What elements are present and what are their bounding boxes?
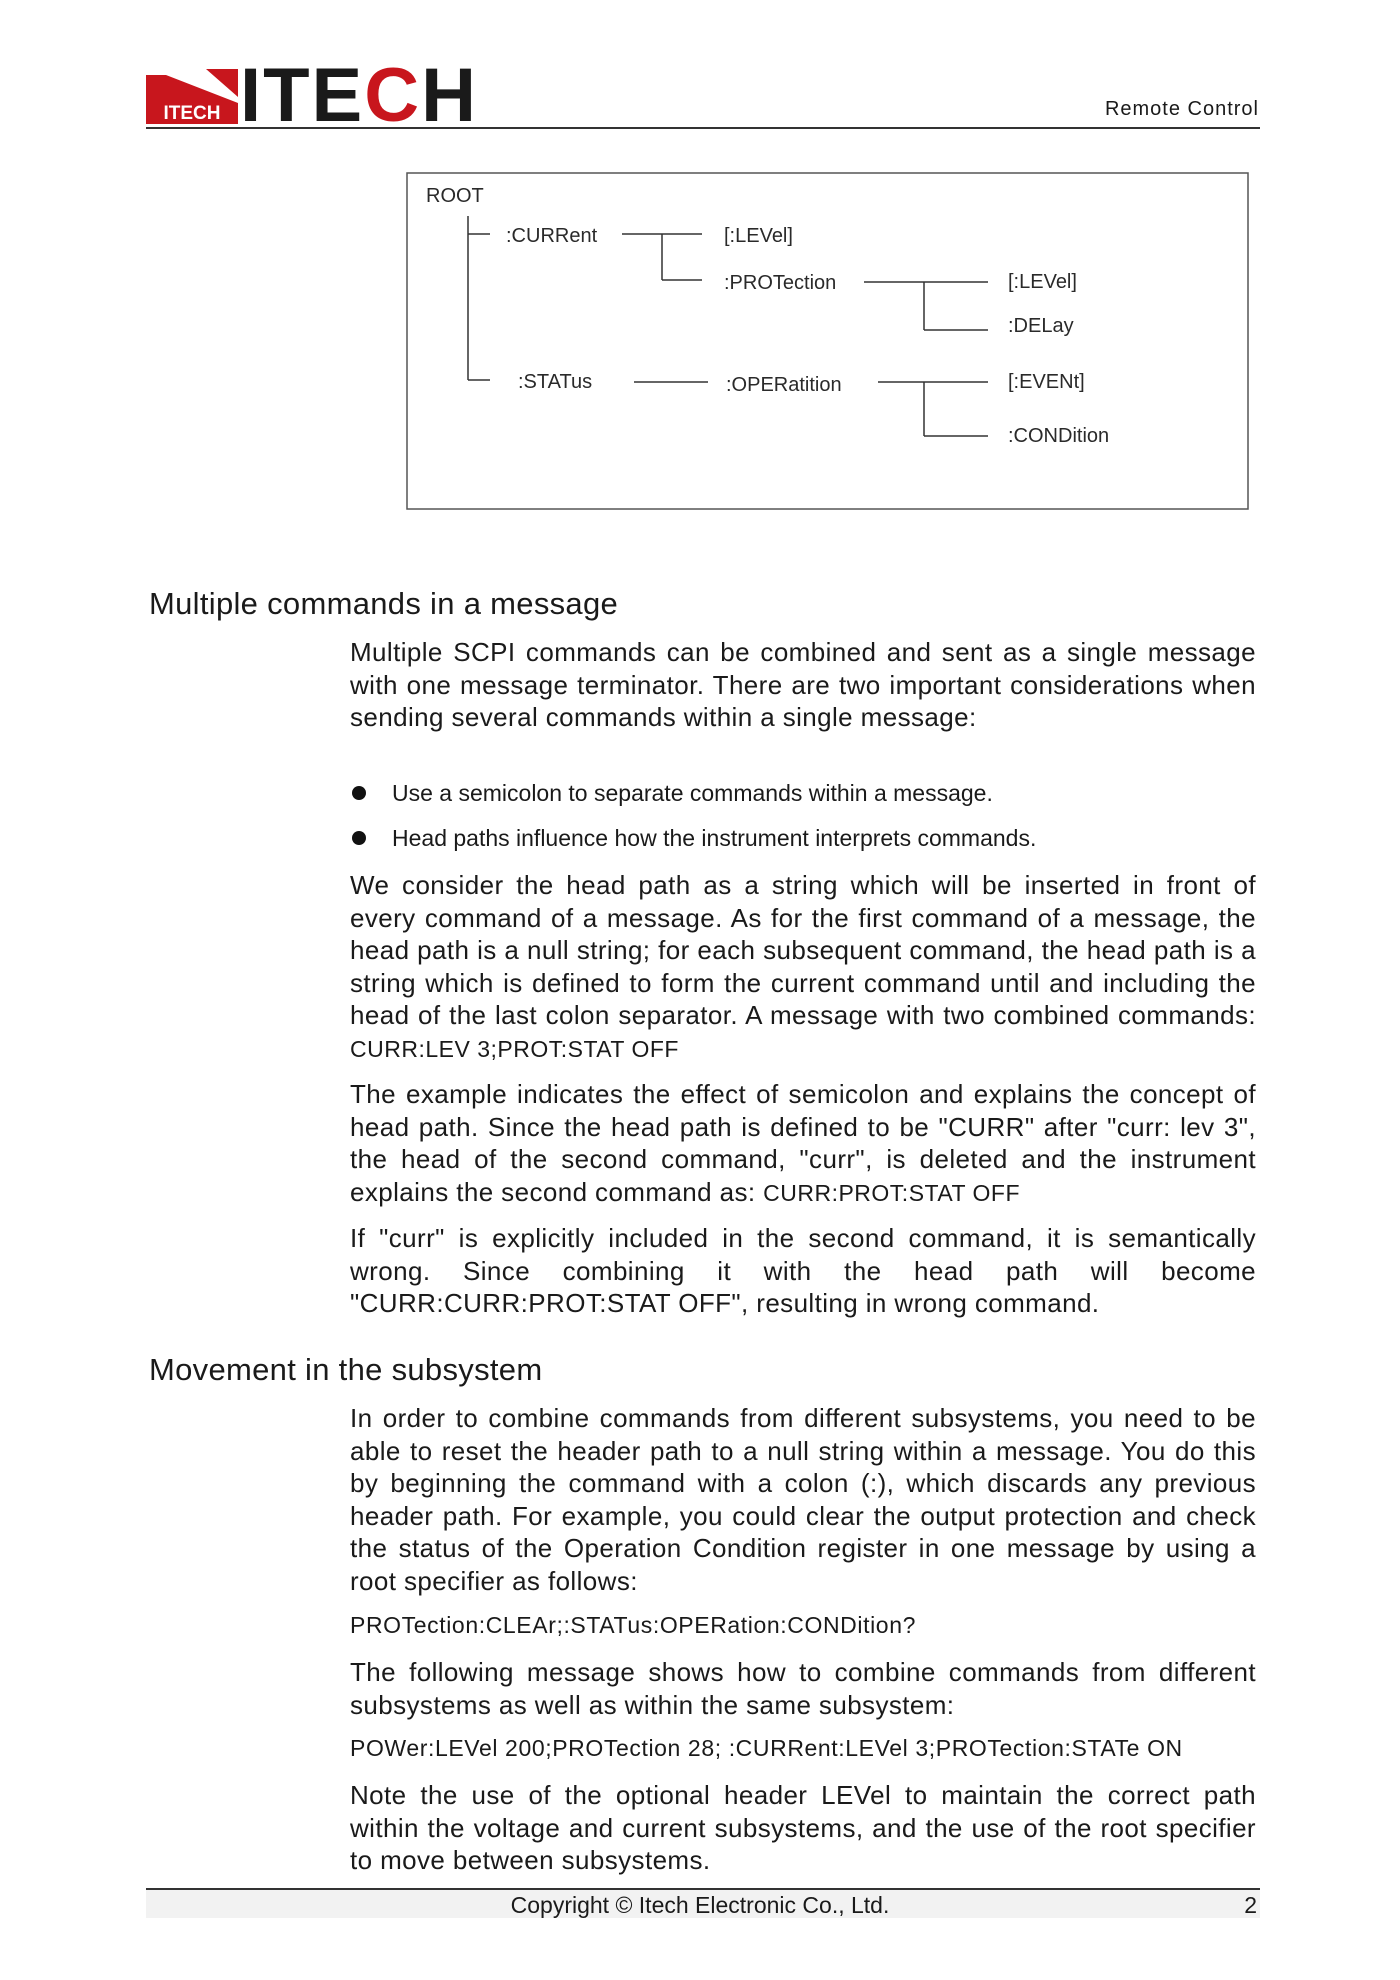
- logo-wordmark: [240, 53, 479, 138]
- header-divider: [146, 127, 1260, 129]
- paragraph: In order to combine commands from different subsystems, you need to be able to reset the header path to a null string within a message. You do this by beginning the command with a colon (:), which discards any previous header path. For example, you could clear the output protection and check the status of the Operation Condition register in one message by using a root specifier as follows:: [350, 1403, 1256, 1596]
- logo-mark: [146, 69, 238, 124]
- code-example: PROTection:CLEAr;:STATus:OPERation:CONDition?: [350, 1612, 916, 1638]
- tree-node-protection-level: [:LEVel]: [1008, 271, 1077, 293]
- command-tree-diagram: [406, 172, 1250, 512]
- tree-node-protection-delay: :DELay: [1008, 315, 1074, 337]
- section-heading: Multiple commands in a message: [149, 586, 619, 621]
- code-example: POWer:LEVel 200;PROTection 28; :CURRent:LEVel 3;PROTection:STATe ON: [350, 1735, 1183, 1761]
- footer-copyright: Copyright © Itech Electronic Co., Ltd.: [510, 1892, 890, 1918]
- paragraph: [350, 869, 1256, 1065]
- header-section-title: Remote Control: [1104, 98, 1259, 120]
- tree-node-root: ROOT: [426, 185, 484, 207]
- inline-code: CURR:LEV 3;PROT:STAT OFF: [350, 1035, 679, 1062]
- logo-word-part: ITE: [240, 53, 365, 138]
- inline-code: CURR:PROT:STAT OFF: [763, 1179, 1021, 1206]
- itech-logo: [146, 53, 479, 138]
- tree-node-operation-event: [:EVENt]: [1008, 371, 1085, 393]
- paragraph: Note the use of the optional header LEVel to maintain the correct path within the voltage and current subsystems, and the use of the root specifier to move between subsystems.: [350, 1780, 1256, 1875]
- bullet-dot-icon: [352, 786, 366, 800]
- tree-node-current-level: [:LEVel]: [724, 225, 793, 247]
- bullet-text: Head paths influence how the instrument interprets commands.: [392, 825, 1037, 851]
- tree-node-status-operation: :OPERatition: [726, 374, 842, 396]
- bullet-item: [352, 825, 1036, 852]
- logo-mark-text: ITECH: [163, 103, 221, 124]
- logo-word-accent: C: [364, 53, 422, 138]
- paragraph-text: We consider the head path as a string which will be inserted in front of every command of a message. As for the first command of a message, the head path is a null string; for each subsequent command, the head path is a string which is defined to form the current command until and including the head of the last colon separator. A message with two combined commands:: [350, 870, 1256, 1030]
- tree-node-current-protection: :PROTection: [724, 272, 837, 294]
- bullet-text: Use a semicolon to separate commands within a message.: [392, 780, 993, 806]
- bullet-dot-icon: [352, 831, 366, 845]
- tree-node-operation-condition: :CONDition: [1008, 425, 1110, 447]
- logo-word-part: H: [421, 53, 479, 138]
- paragraph: The following message shows how to combine commands from different subsystems as well as within the same subsystem:: [350, 1657, 1256, 1720]
- page-number: 2: [1244, 1892, 1257, 1918]
- paragraph-text: The example indicates the effect of semicolon and explains the concept of head path. Since the head path is defined to be "CURR" after "curr: lev 3", the head of the second command, "curr", is deleted and the instrument explains the second command as:: [350, 1079, 1256, 1207]
- bullet-item: [352, 780, 993, 807]
- section-heading: Movement in the subsystem: [149, 1352, 543, 1387]
- tree-node-current: :CURRent: [506, 225, 598, 247]
- paragraph: Multiple SCPI commands can be combined and sent as a single message with one message terminator. There are two important considerations when sending several commands within a single message:: [350, 637, 1256, 732]
- paragraph: If "curr" is explicitly included in the second command, it is semantically wrong. Since combining it with the head path will become "CURR:CURR:PROT:STAT OFF", resulting in wrong command.: [350, 1223, 1256, 1318]
- tree-node-status: :STATus: [518, 371, 593, 393]
- paragraph: [350, 1078, 1256, 1209]
